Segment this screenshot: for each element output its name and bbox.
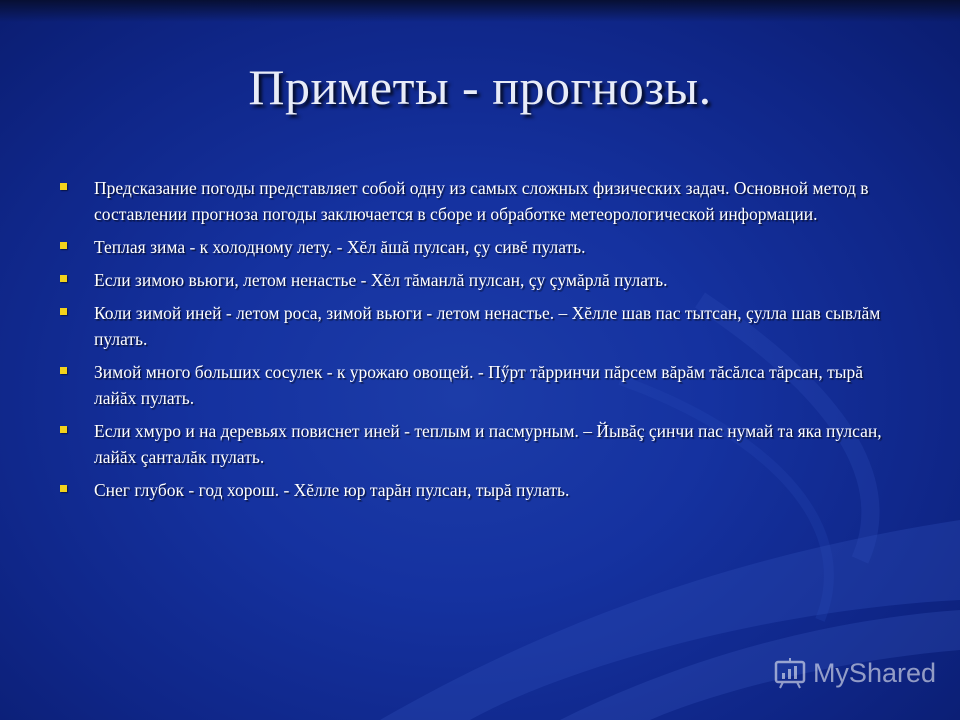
bullet-text: Если зимою вьюги, летом ненастье - Хĕл тăманлă пулсан, çу çумăрлă пулать. [94,270,668,290]
bullet-text: Коли зимой иней - летом роса, зимой вьюги - летом ненастье. – Хĕлле шав пас тытсан, çулла шав сывлăм пулать. [94,303,881,349]
bullet-text: Зимой много больших сосулек - к урожаю овощей. - Пӳрт тăрринчи пăрсем вăрăм тăсăлса тăрсан, тырă лайăх пулать. [94,362,864,408]
bullet-item [58,359,908,411]
square-bullet-icon [60,426,67,433]
watermark [773,656,936,690]
square-bullet-icon [60,275,67,282]
bullet-item [58,477,908,503]
bullet-item [58,175,908,227]
bullet-item [58,300,908,352]
square-bullet-icon [60,183,67,190]
bullet-list [58,175,908,510]
bullet-text: Снег глубок - год хорош. - Хĕлле юр тарăн пулсан, тырă пулать. [94,480,570,500]
bullet-text: Если хмуро и на деревьях повиснет иней - теплым и пасмурным. – Йывăç çинчи пас нумай та яка пулсан, лайăх çанталăк пулать. [94,421,882,467]
bullet-item [58,418,908,470]
bullet-text: Предсказание погоды представляет собой одну из самых сложных физических задач. Основной метод в составлении прогноза погоды заключается в сборе и обработке метеорологической информации. [94,178,869,224]
square-bullet-icon [60,367,67,374]
square-bullet-icon [60,485,67,492]
square-bullet-icon [60,242,67,249]
bullet-item [58,267,908,293]
bullet-text: Теплая зима - к холодному лету. - Хĕл ăшă пулсан, çу сивĕ пулать. [94,237,586,257]
presentation-board-icon [773,656,807,690]
watermark-text: MyShared [812,657,936,688]
square-bullet-icon [60,308,67,315]
slide-title: Приметы - прогнозы. [248,59,712,115]
bullet-item [58,234,908,260]
